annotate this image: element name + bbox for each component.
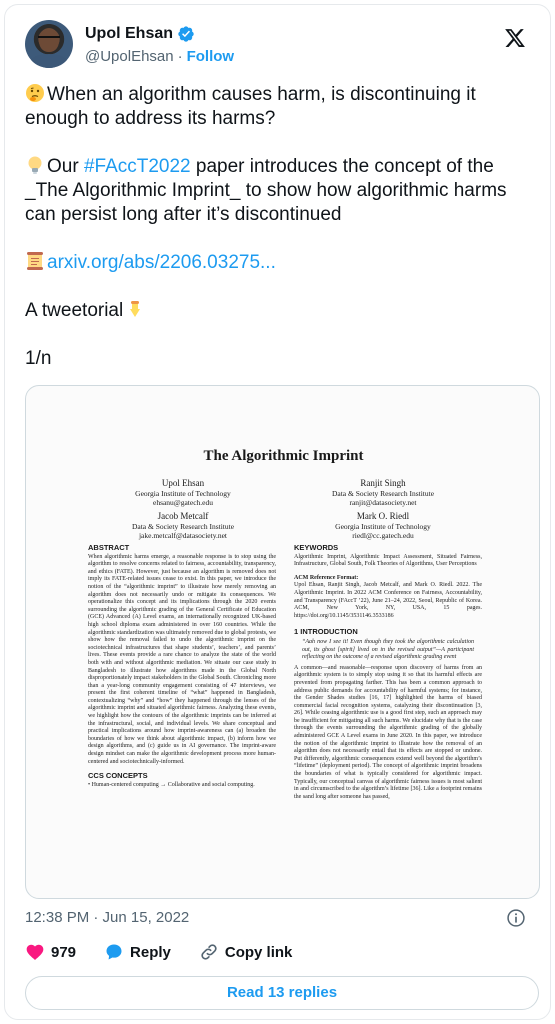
abstract-text: When algorithmic harms emerge, a reasonable response is to stop using the algorithm to resolve concerns related to fairness, accountability, transparency, and ethics (FATE). However, just because an algorithm is removed does not imply its FATE-related issues cease to exist. In this paper, we introduce the notion of the “algorithmic imprint” to illustrate how merely removing an algorithm does not necessarily undo or mitigate its consequences. We operationalize this concept and its implications through the 2020 events surrounding the algorithmic grading of the General Certificate of Education (GCE) Advanced (A) Level exams, an internationally recognized UK-based high school diploma exam administered in over 160 countries. While the algorithmic standardization was ultimately removed due to global protests, we show how the removal failed to undo the algorithmic imprint on the sociotechnical infrastructures that shape students’, teachers’, and parents’ lives. These events provide a rare chance to analyze the state of the world both with and without algorithmic mediation. We situate our case study in Bangladesh to illustrate how algorithms made in the Global North disproportionately impact stakeholders in the Global South. Chronicling more than a year-long community engagement consisting of 47 interviews, we present the first coherent timeline of “what” happened in Bangladesh, contextualizing “why” and “how” they happened through the lenses of the algorithmic imprint and situated algorithmic fairness. Analyzing these events, we highlight how the contours of the algorithmic imprints can be inferred at the infrastructural, social, and individual levels. We share conceptual and practical implications around how imprint-awareness can (a) broaden the boundaries of how we think about algorithmic impact, (b) inform how we design algorithms, and (c) guide us in AI governance. The imprint-aware design mindset can make the algorithmic development process more human-centered and sociotechnically-informed. — [88, 553, 276, 765]
ccs-heading: CCS CONCEPTS — [88, 771, 148, 781]
tweet-text — [25, 83, 537, 371]
reply-button[interactable] — [104, 942, 171, 962]
tweet-paragraph-2 — [25, 155, 537, 227]
scroll-emoji-icon — [25, 251, 45, 271]
author-name-line — [85, 25, 195, 43]
like-button[interactable] — [25, 942, 76, 962]
separator-dot: · — [177, 48, 183, 65]
paper-author-4: Mark O. Riedl Georgia Institute of Technology riedl@cc.gatech.edu — [335, 511, 431, 540]
author-handle[interactable]: @UpolEhsan — [85, 48, 174, 65]
paper-author-3: Jacob Metcalf Data & Society Research Institute jake.metcalf@datasociety.net — [131, 511, 235, 540]
hashtag-link[interactable]: #FAccT2022 — [83, 156, 191, 177]
tweet-line-5: 1/n — [25, 348, 52, 369]
acm-text: Upol Ehsan, Ranjit Singh, Jacob Metcalf, and Mark O. Riedl. 2022. The Algorithmic Imprint. In 2022 ACM Conference on Fairness, Accountability, and Transparency (FAccT ’22), June 21–24, 2022, Seoul, Republic of Korea. ACM, New York, NY, USA, 15 pages. https://doi.org/10.1145/3531146.3533186 — [294, 582, 482, 619]
link-chain-icon — [199, 942, 219, 962]
follow-button[interactable]: Follow — [186, 48, 235, 65]
tweet-paragraph-5 — [25, 347, 537, 371]
x-logo-icon[interactable] — [504, 27, 526, 49]
reply-bubble-icon — [104, 942, 124, 962]
paper-right-column — [294, 544, 482, 801]
abstract-heading: ABSTRACT — [88, 543, 130, 552]
reply-label: Reply — [130, 943, 171, 961]
heart-icon — [25, 942, 45, 962]
paper-author-1: Upol Ehsan Georgia Institute of Technology ehsanu@gatech.edu — [135, 478, 231, 507]
paper-title: The Algorithmic Imprint — [203, 448, 364, 464]
tweet-paragraph-1 — [25, 83, 537, 131]
keywords-heading: KEYWORDS — [294, 543, 339, 552]
verified-badge-icon — [177, 25, 195, 43]
paper-left-column — [88, 544, 276, 789]
copy-link-label: Copy link — [224, 943, 293, 961]
light-bulb-emoji-icon — [25, 155, 45, 175]
paper-image[interactable] — [25, 385, 540, 899]
keywords-text: Algorithmic Imprint, Algorithmic Impact Assessment, Situated Fairness, Infrastructure, Global South, Folk Theories of Algorithms, User Perceptions — [294, 553, 482, 568]
intro-quote: “Aah now I see it! Even though they took the algorithmic calculation out, its ghost [spirit] lived on in the revised output”—A participant reflecting on the outcome of a revised algorithmic grading event — [302, 638, 474, 661]
tweet-line-2-post: paper introduces the concept of the _The Algorithmic Imprint_ to show how algorithmic harms can persist long after it’s discontinued — [25, 156, 507, 225]
tweet-paragraph-4 — [25, 299, 537, 323]
like-count: 979 — [51, 943, 77, 961]
tweet-line-2-pre: Our — [47, 156, 84, 177]
tweet-line-4: A tweetorial — [25, 300, 124, 321]
paper-author-2: Ranjit Singh Data & Society Research Institute ranjit@datasociety.net — [331, 478, 435, 507]
tweet-timestamp[interactable]: 12:38 PM · Jun 15, 2022 — [25, 909, 190, 926]
avatar[interactable] — [25, 20, 73, 68]
thinking-face-emoji-icon — [25, 83, 45, 103]
tweet-line-1: When an algorithm causes harm, is discontinuing it enough to address its harms? — [25, 84, 476, 129]
author-display-name[interactable]: Upol Ehsan — [85, 25, 174, 42]
copy-link-button[interactable] — [199, 942, 293, 962]
pointing-down-emoji-icon — [125, 299, 145, 319]
arxiv-link[interactable]: arxiv.org/abs/2206.03275... — [47, 252, 276, 273]
paper-page — [26, 386, 540, 899]
tweet-card — [4, 4, 551, 1020]
ccs-text: • Human-centered computing → Collaborative and social computing. — [88, 781, 255, 788]
author-handle-line — [85, 48, 234, 65]
action-bar — [25, 942, 320, 962]
read-replies-button[interactable]: Read 13 replies — [25, 976, 539, 1010]
acm-heading: ACM Reference Format: — [294, 574, 359, 581]
intro-heading: 1 INTRODUCTION — [294, 627, 358, 637]
info-icon[interactable] — [506, 908, 526, 928]
intro-text: A common—and reasonable—response upon discovery of harms from an algorithmic system is to simply stop using it so that its harmful effects are prevented from propagating farther. This has been a common approach to address public demands for accountability of harmful systems; for instance, the Gender Shades studies [16, 17] highlighted the harms of biased commercial facial recognition systems, catalyzing their discontinuation [3, 26]. While ceasing algorithmic use is a good first step, such an approach may be insufficient for mitigating all such harms. We elucidate why that is the case through the events surrounding the algorithmic grading of the globally administered GCE A Level exams in June 2020. In this paper, we introduce the notion of the algorithmic imprint to illustrate how the removal of an algorithm does not necessarily entail that its effects are stopped or undone. Put differently, algorithmic consequences extend well beyond the algorithm’s “lifetime” (deployment period). The concept of algorithmic imprint broadens the boundaries of what is typically considered for algorithmic impact. Typically, our conceptual canvas of algorithmic fairness issues is most salient in and circumscribed to the algorithm’s lifetime [36]. Like a footprint remains the sand long after someone has passed, — [294, 664, 482, 800]
tweet-paragraph-3 — [25, 251, 537, 275]
